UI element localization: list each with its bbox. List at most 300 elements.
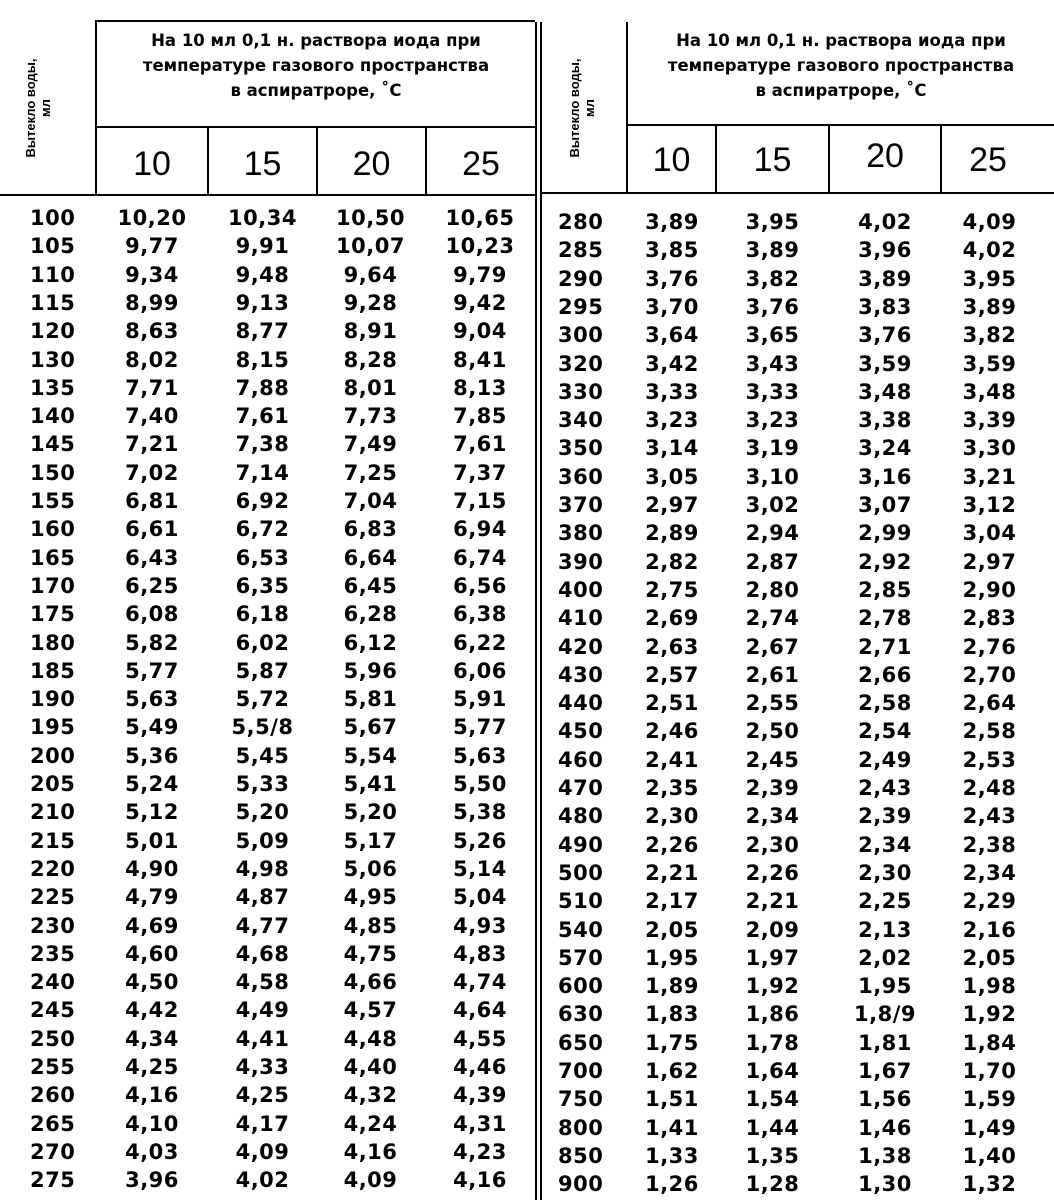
t10-cell: 3,85 xyxy=(645,238,699,263)
volume-cell: 250 xyxy=(30,1026,76,1051)
t15-cell: 2,26 xyxy=(745,860,800,885)
table-row xyxy=(542,1142,1054,1170)
volume-cell: 170 xyxy=(30,573,76,598)
table-row xyxy=(542,208,1054,236)
t25-cell: 6,38 xyxy=(453,602,507,627)
t20-cell: 3,96 xyxy=(858,238,912,263)
t15-cell: 8,77 xyxy=(235,319,290,344)
t10-cell: 1,51 xyxy=(645,1087,699,1112)
table-row xyxy=(0,883,535,911)
table-row xyxy=(542,689,1054,717)
t25-cell: 1,59 xyxy=(962,1087,1017,1112)
t15-cell: 10,34 xyxy=(228,206,297,230)
t25-cell: 2,16 xyxy=(962,917,1017,942)
t10-cell: 2,51 xyxy=(645,691,699,716)
t10-cell: 4,16 xyxy=(125,1083,179,1108)
t15-cell: 4,17 xyxy=(235,1111,290,1136)
t10-cell: 2,89 xyxy=(645,521,699,546)
t25-cell: 4,31 xyxy=(453,1111,507,1136)
t15-cell: 3,89 xyxy=(745,238,800,263)
table-row xyxy=(0,629,535,657)
t25-cell: 3,21 xyxy=(962,464,1017,489)
t25-cell: 10,65 xyxy=(445,206,515,230)
t20-cell: 3,24 xyxy=(858,436,912,461)
temp-header-left-20: 20 xyxy=(352,145,391,183)
t10-cell: 1,26 xyxy=(645,1172,699,1197)
t10-cell: 4,42 xyxy=(125,998,179,1023)
t25-cell: 3,12 xyxy=(962,493,1017,517)
t15-cell: 2,87 xyxy=(745,549,800,574)
t25-cell: 2,97 xyxy=(962,549,1017,574)
t10-cell: 8,02 xyxy=(125,347,179,372)
t25-cell: 2,29 xyxy=(962,889,1017,914)
t15-cell: 5,33 xyxy=(235,772,290,796)
t25-cell: 1,92 xyxy=(962,1002,1017,1027)
t15-cell: 9,48 xyxy=(235,262,290,287)
group-underline-right xyxy=(627,124,1054,126)
t10-cell: 1,75 xyxy=(645,1030,699,1055)
table-row xyxy=(0,232,535,260)
t20-cell: 3,07 xyxy=(858,493,912,517)
t10-cell: 7,02 xyxy=(125,460,179,485)
t10-cell: 3,89 xyxy=(645,210,699,234)
t25-cell: 5,26 xyxy=(453,828,507,853)
volume-cell: 470 xyxy=(558,776,604,800)
volume-cell: 105 xyxy=(30,234,76,259)
volume-header-left-text: Вытекло воды, мл xyxy=(23,58,53,158)
t10-cell: 3,33 xyxy=(645,379,699,404)
t25-cell: 1,70 xyxy=(962,1059,1017,1083)
t10-cell: 6,43 xyxy=(125,545,179,570)
t15-cell: 4,02 xyxy=(235,1168,290,1193)
table-row xyxy=(0,685,535,713)
t15-cell: 1,86 xyxy=(745,1002,800,1027)
table-row xyxy=(0,770,535,798)
t10-cell: 7,71 xyxy=(125,375,179,400)
temp-header-right-20: 20 xyxy=(866,137,904,175)
t20-cell: 4,40 xyxy=(343,1055,398,1079)
t15-cell: 7,61 xyxy=(235,404,290,429)
t15-cell: 1,28 xyxy=(745,1172,800,1197)
t15-cell: 2,39 xyxy=(745,776,800,800)
volume-cell: 500 xyxy=(558,860,604,885)
volume-cell: 205 xyxy=(30,772,76,796)
t10-cell: 7,21 xyxy=(125,432,179,457)
t15-cell: 4,41 xyxy=(235,1026,290,1051)
t25-cell: 9,79 xyxy=(453,262,507,287)
t25-cell: 7,85 xyxy=(453,404,507,429)
t10-cell: 8,99 xyxy=(125,290,179,315)
volume-cell: 165 xyxy=(30,545,76,570)
volume-cell: 225 xyxy=(30,885,76,910)
table-row xyxy=(542,434,1054,462)
t20-cell: 3,38 xyxy=(858,408,912,433)
t15-cell: 1,35 xyxy=(745,1143,800,1168)
t15-cell: 3,82 xyxy=(745,266,800,291)
t25-cell: 4,02 xyxy=(962,238,1017,263)
t15-cell: 6,35 xyxy=(235,573,290,598)
t10-cell: 3,76 xyxy=(645,266,699,291)
t25-cell: 6,94 xyxy=(453,517,507,542)
t25-cell: 4,93 xyxy=(453,913,507,938)
table-row xyxy=(0,600,535,628)
t10-cell: 3,42 xyxy=(645,351,699,376)
table-row xyxy=(542,236,1054,264)
t25-cell: 5,77 xyxy=(453,715,507,740)
t15-cell: 6,92 xyxy=(235,489,290,513)
t15-cell: 5,09 xyxy=(235,828,290,853)
t10-cell: 5,82 xyxy=(125,630,179,655)
t10-cell: 1,83 xyxy=(645,1002,699,1027)
t15-cell: 2,45 xyxy=(745,747,800,772)
temp-header-right-15: 15 xyxy=(753,141,792,179)
t20-cell: 1,30 xyxy=(858,1172,912,1197)
t15-cell: 3,95 xyxy=(745,210,800,234)
t20-cell: 7,73 xyxy=(343,404,398,429)
t25-cell: 2,34 xyxy=(962,860,1017,885)
t10-cell: 4,10 xyxy=(125,1111,179,1136)
volume-cell: 235 xyxy=(30,941,76,966)
table-row xyxy=(542,802,1054,830)
t20-cell: 6,12 xyxy=(343,630,398,655)
volume-cell: 290 xyxy=(558,266,604,291)
t10-cell: 2,05 xyxy=(645,917,699,942)
table-row xyxy=(542,746,1054,774)
volume-header-right xyxy=(552,22,612,194)
t15-cell: 4,68 xyxy=(235,941,290,966)
table-row xyxy=(542,831,1054,859)
temp-header-left-25: 25 xyxy=(462,145,500,183)
t10-cell: 1,89 xyxy=(645,974,699,999)
t15-cell: 8,15 xyxy=(235,347,290,372)
t10-cell: 10,20 xyxy=(117,206,187,230)
t20-cell: 8,91 xyxy=(343,319,398,344)
volume-cell: 130 xyxy=(30,347,76,372)
t25-cell: 9,42 xyxy=(453,290,507,315)
t15-cell: 1,44 xyxy=(745,1115,800,1140)
volume-cell: 700 xyxy=(558,1059,604,1083)
table-row xyxy=(542,859,1054,887)
volume-cell: 330 xyxy=(558,379,604,404)
volume-cell: 190 xyxy=(30,687,76,712)
t20-cell: 2,99 xyxy=(858,521,912,546)
t25-cell: 3,82 xyxy=(962,323,1017,348)
table-row xyxy=(0,459,535,487)
volume-header-right-text: Вытекло воды, мл xyxy=(567,58,597,158)
table-row xyxy=(0,1138,535,1166)
t25-cell: 10,23 xyxy=(445,234,515,259)
t10-cell: 7,40 xyxy=(125,404,179,429)
volume-cell: 135 xyxy=(30,375,76,400)
table-row xyxy=(0,855,535,883)
t10-cell: 9,77 xyxy=(125,234,179,259)
volume-cell: 270 xyxy=(30,1139,76,1164)
t20-cell: 2,58 xyxy=(858,691,912,716)
table-row xyxy=(0,289,535,317)
table-row xyxy=(542,1029,1054,1057)
header-bottom-rule-right xyxy=(541,192,1054,194)
t20-cell: 2,92 xyxy=(858,549,912,574)
volume-cell: 240 xyxy=(30,970,76,995)
t20-cell: 2,54 xyxy=(858,719,912,744)
table-row xyxy=(542,972,1054,1000)
table-row xyxy=(0,968,535,996)
t20-cell: 5,20 xyxy=(343,800,398,825)
t25-cell: 2,53 xyxy=(962,747,1017,772)
t25-cell: 3,39 xyxy=(962,408,1017,433)
t10-cell: 5,63 xyxy=(125,687,179,712)
t25-cell: 4,16 xyxy=(453,1168,507,1193)
t20-cell: 3,89 xyxy=(858,266,912,291)
t20-cell: 4,02 xyxy=(858,210,912,234)
table-row xyxy=(542,604,1054,632)
volume-cell: 900 xyxy=(558,1172,604,1197)
table-row xyxy=(542,378,1054,406)
volume-cell: 120 xyxy=(30,319,76,344)
t15-cell: 4,58 xyxy=(235,970,290,995)
t10-cell: 1,41 xyxy=(645,1115,699,1140)
table-row xyxy=(0,430,535,458)
table-row xyxy=(542,633,1054,661)
t25-cell: 4,23 xyxy=(453,1139,507,1164)
t20-cell: 2,49 xyxy=(858,747,912,772)
volume-cell: 110 xyxy=(30,262,76,287)
t15-cell: 3,76 xyxy=(745,294,800,319)
t15-cell: 1,78 xyxy=(745,1030,800,1055)
table-row xyxy=(542,916,1054,944)
t20-cell: 4,85 xyxy=(343,913,398,938)
table-row xyxy=(542,887,1054,915)
table-row xyxy=(0,713,535,741)
t10-cell: 1,33 xyxy=(645,1143,699,1168)
left-data-block xyxy=(0,204,535,1200)
volume-cell: 295 xyxy=(558,294,604,319)
t20-cell: 9,28 xyxy=(343,290,398,315)
table-row xyxy=(542,774,1054,802)
t15-cell: 2,21 xyxy=(745,889,800,914)
table-row xyxy=(0,798,535,826)
table-row xyxy=(0,1025,535,1053)
volume-cell: 180 xyxy=(30,630,76,655)
volume-cell: 650 xyxy=(558,1030,604,1055)
t10-cell: 5,77 xyxy=(125,658,179,683)
t15-cell: 4,09 xyxy=(235,1139,290,1164)
table-row xyxy=(0,515,535,543)
t10-cell: 5,24 xyxy=(125,772,179,796)
t10-cell: 6,25 xyxy=(125,573,179,598)
volume-cell: 175 xyxy=(30,602,76,627)
t10-cell: 5,12 xyxy=(125,800,179,825)
volume-cell: 340 xyxy=(558,408,604,433)
t20-cell: 8,28 xyxy=(343,347,398,372)
volume-cell: 230 xyxy=(30,913,76,938)
top-rule xyxy=(95,20,535,22)
t20-cell: 1,56 xyxy=(858,1087,912,1112)
right-data-block xyxy=(542,208,1054,1200)
table-row xyxy=(0,346,535,374)
t20-cell: 2,25 xyxy=(858,889,912,914)
table-row xyxy=(0,402,535,430)
volume-cell: 600 xyxy=(558,974,604,999)
volume-cell: 275 xyxy=(30,1168,76,1193)
t15-cell: 3,02 xyxy=(745,493,800,517)
t20-cell: 1,46 xyxy=(858,1115,912,1140)
t10-cell: 5,01 xyxy=(125,828,179,853)
t15-cell: 3,33 xyxy=(745,379,800,404)
t10-cell: 4,50 xyxy=(125,970,179,995)
t25-cell: 2,58 xyxy=(962,719,1017,744)
t25-cell: 4,64 xyxy=(453,998,507,1023)
t20-cell: 6,28 xyxy=(343,602,398,627)
t15-cell: 5,87 xyxy=(235,658,290,683)
volume-cell: 280 xyxy=(558,210,604,234)
t10-cell: 2,17 xyxy=(645,889,699,914)
volume-cell: 185 xyxy=(30,658,76,683)
t20-cell: 2,34 xyxy=(858,832,912,857)
volume-cell: 630 xyxy=(558,1002,604,1027)
t10-cell: 2,41 xyxy=(645,747,699,772)
t20-cell: 10,50 xyxy=(336,206,405,230)
t25-cell: 4,55 xyxy=(453,1026,507,1051)
t20-cell: 4,09 xyxy=(343,1168,398,1193)
header-bottom-rule-left xyxy=(0,194,535,196)
volume-cell: 460 xyxy=(558,747,604,772)
t10-cell: 2,69 xyxy=(645,606,699,631)
table-row xyxy=(542,548,1054,576)
volume-cell: 245 xyxy=(30,998,76,1023)
t20-cell: 8,01 xyxy=(343,375,398,400)
volume-cell: 420 xyxy=(558,634,604,659)
t20-cell: 2,78 xyxy=(858,606,912,631)
table-row xyxy=(542,491,1054,519)
t15-cell: 2,55 xyxy=(745,691,800,716)
volume-cell: 260 xyxy=(30,1083,76,1108)
volume-cell: 490 xyxy=(558,832,604,857)
table-row xyxy=(542,321,1054,349)
table-row xyxy=(0,374,535,402)
t20-cell: 6,83 xyxy=(343,517,398,542)
t20-cell: 2,66 xyxy=(858,662,912,687)
t25-cell: 1,49 xyxy=(962,1115,1017,1140)
t10-cell: 5,36 xyxy=(125,743,179,768)
t10-cell: 3,14 xyxy=(645,436,699,461)
volume-cell: 380 xyxy=(558,521,604,546)
t20-cell: 4,75 xyxy=(343,941,398,966)
volume-cell: 100 xyxy=(30,206,76,230)
t20-cell: 6,64 xyxy=(343,545,398,570)
volume-cell: 390 xyxy=(558,549,604,574)
t15-cell: 4,25 xyxy=(235,1083,290,1108)
t15-cell: 5,20 xyxy=(235,800,290,825)
t25-cell: 2,64 xyxy=(962,691,1017,716)
t10-cell: 6,08 xyxy=(125,602,179,627)
t25-cell: 2,76 xyxy=(962,634,1017,659)
volume-cell: 440 xyxy=(558,691,604,716)
t10-cell: 3,64 xyxy=(645,323,699,348)
t25-cell: 3,89 xyxy=(962,294,1017,319)
t25-cell: 2,90 xyxy=(962,577,1017,602)
t25-cell: 6,22 xyxy=(453,630,507,655)
volume-cell: 160 xyxy=(30,517,76,542)
t25-cell: 2,05 xyxy=(962,945,1017,970)
table-row xyxy=(0,996,535,1024)
t25-cell: 2,83 xyxy=(962,606,1017,631)
t10-cell: 8,63 xyxy=(125,319,179,344)
table-row xyxy=(0,544,535,572)
volume-cell: 540 xyxy=(558,917,604,942)
t10-cell: 2,46 xyxy=(645,719,699,744)
volume-cell: 400 xyxy=(558,577,604,602)
t20-cell: 2,43 xyxy=(858,776,912,800)
t15-cell: 1,64 xyxy=(745,1059,800,1083)
volume-cell: 800 xyxy=(558,1115,604,1140)
volume-cell: 320 xyxy=(558,351,604,376)
t15-cell: 7,14 xyxy=(235,460,290,485)
t25-cell: 1,84 xyxy=(962,1030,1017,1055)
t15-cell: 5,45 xyxy=(235,743,290,768)
temperature-group-header-left: На 10 мл 0,1 н. раствора иода при температуре газового пространства в аспиратроре, ˚С xyxy=(142,31,490,100)
table-row xyxy=(542,1000,1054,1028)
t25-cell: 4,74 xyxy=(453,970,507,995)
t20-cell: 5,17 xyxy=(343,828,398,853)
t25-cell: 1,32 xyxy=(962,1172,1017,1197)
t10-cell: 4,69 xyxy=(125,913,179,938)
temp-header-left-10: 10 xyxy=(133,145,171,183)
t20-cell: 2,71 xyxy=(858,634,912,659)
t25-cell: 7,15 xyxy=(453,489,507,513)
t25-cell: 6,74 xyxy=(453,545,507,570)
t25-cell: 4,39 xyxy=(453,1083,507,1108)
table-row xyxy=(0,657,535,685)
volume-cell: 150 xyxy=(30,460,76,485)
volume-cell: 850 xyxy=(558,1143,604,1168)
t20-cell: 6,45 xyxy=(343,573,398,598)
t15-cell: 3,19 xyxy=(745,436,800,461)
t15-cell: 2,67 xyxy=(745,634,800,659)
temp-header-left-15: 15 xyxy=(243,145,282,183)
t20-cell: 3,83 xyxy=(858,294,912,319)
t20-cell: 3,59 xyxy=(858,351,912,376)
volume-cell: 370 xyxy=(558,493,604,517)
t25-cell: 3,95 xyxy=(962,266,1017,291)
t20-cell: 1,38 xyxy=(858,1143,912,1168)
t15-cell: 7,88 xyxy=(235,375,290,400)
volume-cell: 300 xyxy=(558,323,604,348)
volume-header-left xyxy=(8,22,68,194)
t15-cell: 2,80 xyxy=(745,577,800,602)
volume-cell: 220 xyxy=(30,856,76,881)
t20-cell: 7,25 xyxy=(343,460,398,485)
t10-cell: 2,75 xyxy=(645,577,699,602)
t25-cell: 3,59 xyxy=(962,351,1017,376)
t20-cell: 3,48 xyxy=(858,379,912,404)
table-row xyxy=(542,350,1054,378)
t10-cell: 4,03 xyxy=(125,1139,179,1164)
table-row xyxy=(0,487,535,515)
table-row xyxy=(542,265,1054,293)
t25-cell: 1,98 xyxy=(962,974,1017,999)
t25-cell: 1,40 xyxy=(962,1143,1017,1168)
t20-cell: 4,66 xyxy=(343,970,398,995)
t10-cell: 5,49 xyxy=(125,715,179,740)
t15-cell: 1,54 xyxy=(745,1087,800,1112)
table-row xyxy=(0,317,535,345)
t20-cell: 7,49 xyxy=(343,432,398,457)
t20-cell: 4,57 xyxy=(343,998,398,1023)
t20-cell: 3,76 xyxy=(858,323,912,348)
volume-cell: 215 xyxy=(30,828,76,853)
t20-cell: 2,02 xyxy=(858,945,912,970)
